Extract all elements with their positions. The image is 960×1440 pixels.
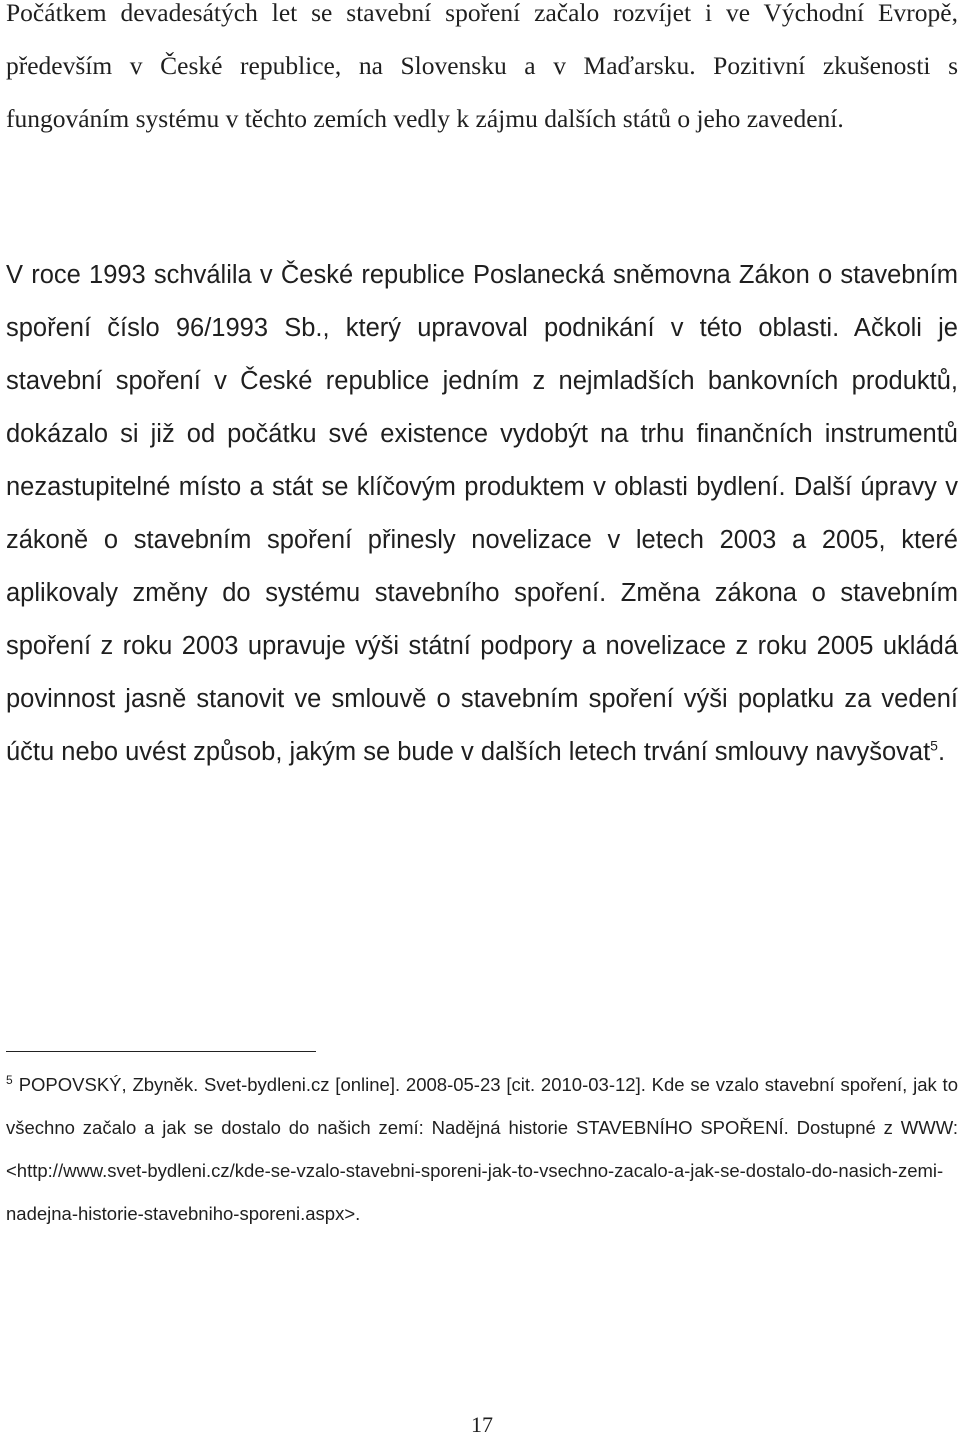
paragraph-law: [6, 249, 958, 779]
paragraph-law-text: V roce 1993 schválila v České republice Poslanecká sněmovna Zákon o stavebním spoření číslo 96/1993 Sb., který upravoval podnikání v této oblasti. Ačkoli je stavební spoření v České republice jedním z nejmladších bankovních produktů, dokázalo si již od počátku své existence vydobýt na trhu finančních instrumentů nezastupitelné místo a stát se klíčovým produktem v oblasti bydlení. Další úpravy v zákoně o stavebním spoření přinesly novelizace v letech 2003 a 2005, které aplikovaly změny do systému stavebního spoření. Změna zákona o stavebním spoření z roku 2003 upravuje výši státní podpory a novelizace z roku 2005 ukládá povinnost jasně stanovit ve smlouvě o stavebním spoření výši poplatku za vedení účtu nebo uvést způsob, jakým se bude v dalších letech trvání smlouvy navyšovat: [6, 261, 958, 766]
footnote: [6, 1063, 958, 1235]
paragraph-law-end: .: [937, 738, 946, 766]
page-number: 17: [471, 1412, 493, 1437]
footnote-mark: 5: [6, 1072, 13, 1087]
paragraph-intro: [6, 0, 958, 145]
footnote-divider: [6, 1051, 316, 1052]
paragraph-intro-text: Počátkem devadesátých let se stavební spoření začalo rozvíjet i ve Východní Evropě, především v České republice, na Slovensku a v Maďarsku. Pozitivní zkušenosti s fungováním systému v těchto zemích vedly k zájmu dalších států o jeho zavedení.: [6, 0, 958, 133]
footnote-reference[interactable]: 5: [930, 737, 938, 754]
footnote-text: POPOVSKÝ, Zbyněk. Svet-bydleni.cz [online]. 2008-05-23 [cit. 2010-03-12]. Kde se vzalo stavební spoření, jak to všechno začalo a jak se dostalo do našich zemí: Nadějná historie STAVEBNÍHO SPOŘENÍ. Dostupné z WWW: <http://www.svet-bydleni.cz/kde-se-vzalo-stavebni-sporeni-jak-to-vsechno-zacalo-a-jak-se-dostalo-do-nasich-zemi-nadejna-historie-stavebniho-sporeni.aspx>.: [6, 1074, 958, 1224]
